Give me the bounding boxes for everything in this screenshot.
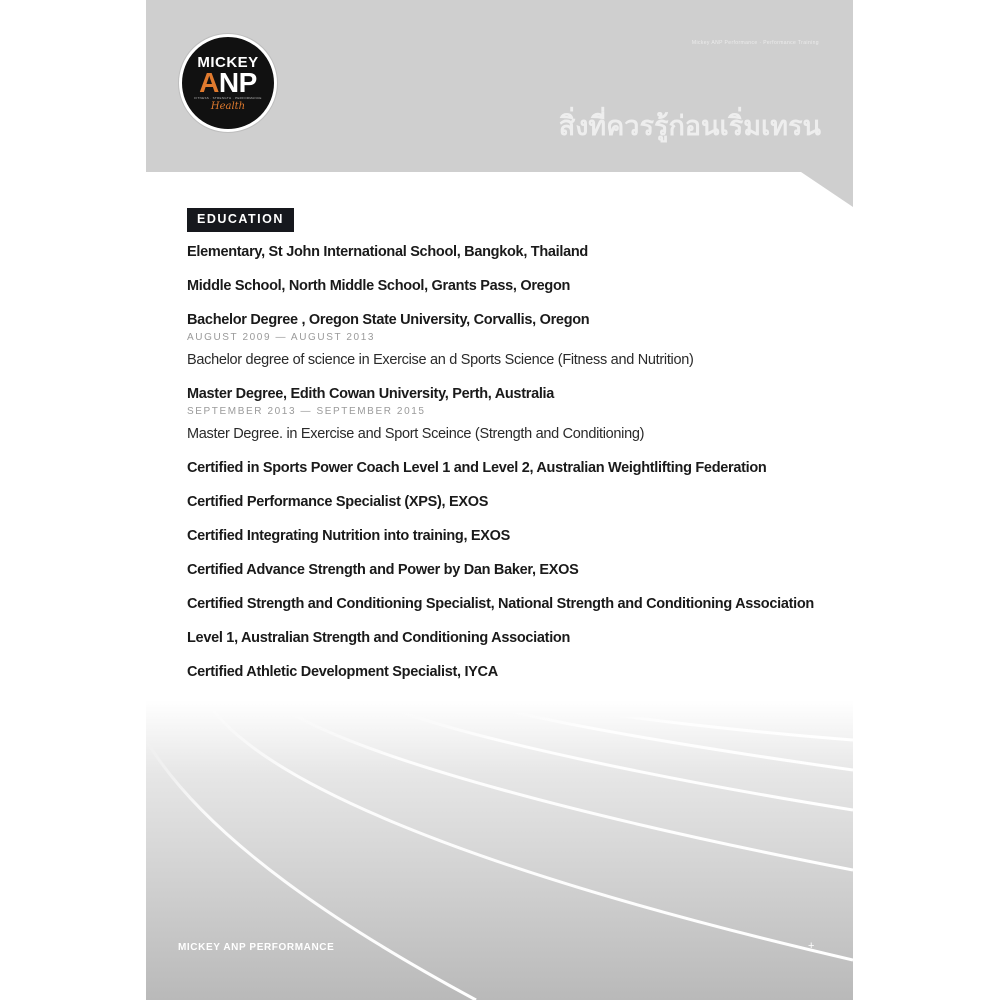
header-title: สิ่งที่ควรรู้ก่อนเริ่มเทรน <box>558 111 821 142</box>
education-entry <box>187 628 827 648</box>
entry-title: Elementary, St John International School, Bangkok, Thailand <box>187 244 588 260</box>
entry-title: Master Degree, Edith Cowan University, Perth, Australia <box>187 386 555 402</box>
logo-accent-letter: A <box>199 67 219 98</box>
entry-title: Certified Athletic Development Specialist, IYCA <box>187 664 498 680</box>
education-entry <box>187 310 827 370</box>
entry-title: Certified Advance Strength and Power by Dan Baker, EXOS <box>187 562 579 578</box>
education-entry <box>187 458 827 478</box>
education-entry <box>187 384 827 444</box>
document-page <box>146 0 853 1000</box>
section-heading-badge: EDUCATION <box>187 208 294 232</box>
entry-title: Middle School, North Middle School, Grants Pass, Oregon <box>187 278 571 294</box>
education-entry <box>187 492 827 512</box>
logo-tagline: FITNESS · STRENGTH · PERFORMANCE <box>194 96 262 100</box>
entry-title: Certified Performance Specialist (XPS), EXOS <box>187 494 489 510</box>
education-entry <box>187 276 827 296</box>
education-entry <box>187 242 827 262</box>
logo-wordmark-rest: NP <box>218 67 257 98</box>
logo-script: Health <box>210 101 246 112</box>
education-section <box>187 208 827 696</box>
entry-date: SEPTEMBER 2013 — SEPTEMBER 2015 <box>187 406 426 417</box>
entry-description: Master Degree. in Exercise and Sport Sceince (Strength and Conditioning) <box>187 426 645 442</box>
running-track-image <box>146 700 853 1000</box>
education-entry <box>187 560 827 580</box>
entry-title: Certified Strength and Conditioning Specialist, National Strength and Conditioning Association <box>187 596 814 612</box>
education-entry <box>187 662 827 682</box>
education-entry <box>187 594 827 614</box>
footer-label: MICKEY ANP PERFORMANCE <box>178 942 335 953</box>
entry-title: Certified Integrating Nutrition into training, EXOS <box>187 528 511 544</box>
entry-title: Bachelor Degree , Oregon State University, Corvallis, Oregon <box>187 312 590 328</box>
entry-title: Level 1, Australian Strength and Conditioning Association <box>187 630 571 646</box>
education-entry <box>187 526 827 546</box>
entry-description: Bachelor degree of science in Exercise an d Sports Science (Fitness and Nutrition) <box>187 352 694 368</box>
brand-logo <box>179 34 277 132</box>
entry-date: AUGUST 2009 — AUGUST 2013 <box>187 332 376 343</box>
education-list <box>187 242 827 682</box>
entry-title: Certified in Sports Power Coach Level 1 and Level 2, Australian Weightlifting Federation <box>187 460 767 476</box>
header-small-text: Mickey ANP Performance · Performance Training <box>691 40 819 46</box>
logo-wordmark-top: MICKEY <box>197 54 259 71</box>
logo-wordmark-main <box>199 67 257 98</box>
footer-marker: + <box>808 940 815 952</box>
